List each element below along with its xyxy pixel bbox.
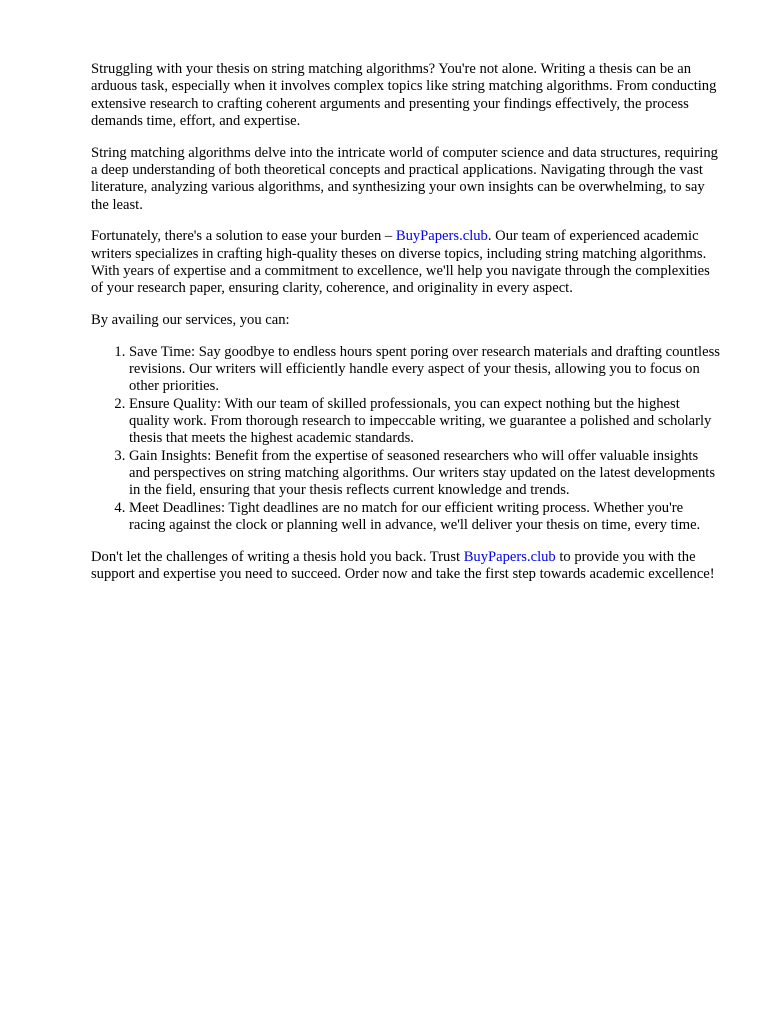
list-item: 1. Save Time: Say goodbye to endless hours spent poring over research materials and drafting countless revisions. Our writers will efficiently handle every aspect of your thesis, allowing you to focus on other priorities. (129, 344, 722, 396)
buypapers-link[interactable]: BuyPapers.club (463, 548, 556, 565)
solution-text-after: . Our team of experienced academic writers specializes in crafting high-quality theses on diverse topics, including string matching algorithms. With years of expertise and a commitment to excellence, we'll help you navigate through the complexities of your research paper, ensuring clarity, coherence, and originality in every aspect. (91, 228, 710, 297)
algorithms-paragraph: String matching algorithms delve into the intricate world of computer science and data structures, requiring a deep understanding of both theoretical concepts and practical applications. Navigating through the vast literature, analyzing various algorithms, and synthesizing your own insights can be overwhelming, to say the least. (91, 144, 718, 213)
closing-text-before: Don't let the challenges of writing a thesis hold you back. Trust (91, 548, 464, 565)
list-item: 3. Gain Insights: Benefit from the expertise of seasoned researchers who will offer valuable insights and perspectives on string matching algorithms. Our writers stay updated on the latest developments in the field, ensuring that your thesis reflects current knowledge and trends. (129, 448, 722, 500)
services-intro: By availing our services, you can: (91, 312, 290, 329)
intro-paragraph: Struggling with your thesis on string matching algorithms? You're not alone. Writing a thesis can be an arduous task, especially when it involves complex topics like string matching algorithms. From conducting extensive research to crafting coherent arguments and presenting your findings effectively, the process demands time, effort, and expertise. (91, 61, 717, 129)
services-list (91, 344, 722, 534)
solution-text-before: Fortunately, there's a solution to ease your burden – (91, 228, 396, 245)
list-item: 2. Ensure Quality: With our team of skilled professionals, you can expect nothing but the highest quality work. From thorough research to impeccable writing, we guarantee a polished and scholarly thesis that meets the highest academic standards. (129, 396, 722, 448)
closing-paragraph (91, 549, 722, 584)
closing-text-after: to provide you with the support and expertise you need to succeed. Order now and take the first step towards academic excellence! (91, 548, 715, 582)
solution-paragraph (91, 228, 722, 297)
list-item: 4. Meet Deadlines: Tight deadlines are no match for our efficient writing process. Whether you're racing against the clock or planning well in advance, we'll deliver your thesis on time, every time. (129, 500, 722, 535)
buypapers-link[interactable]: BuyPapers.club (395, 228, 488, 245)
